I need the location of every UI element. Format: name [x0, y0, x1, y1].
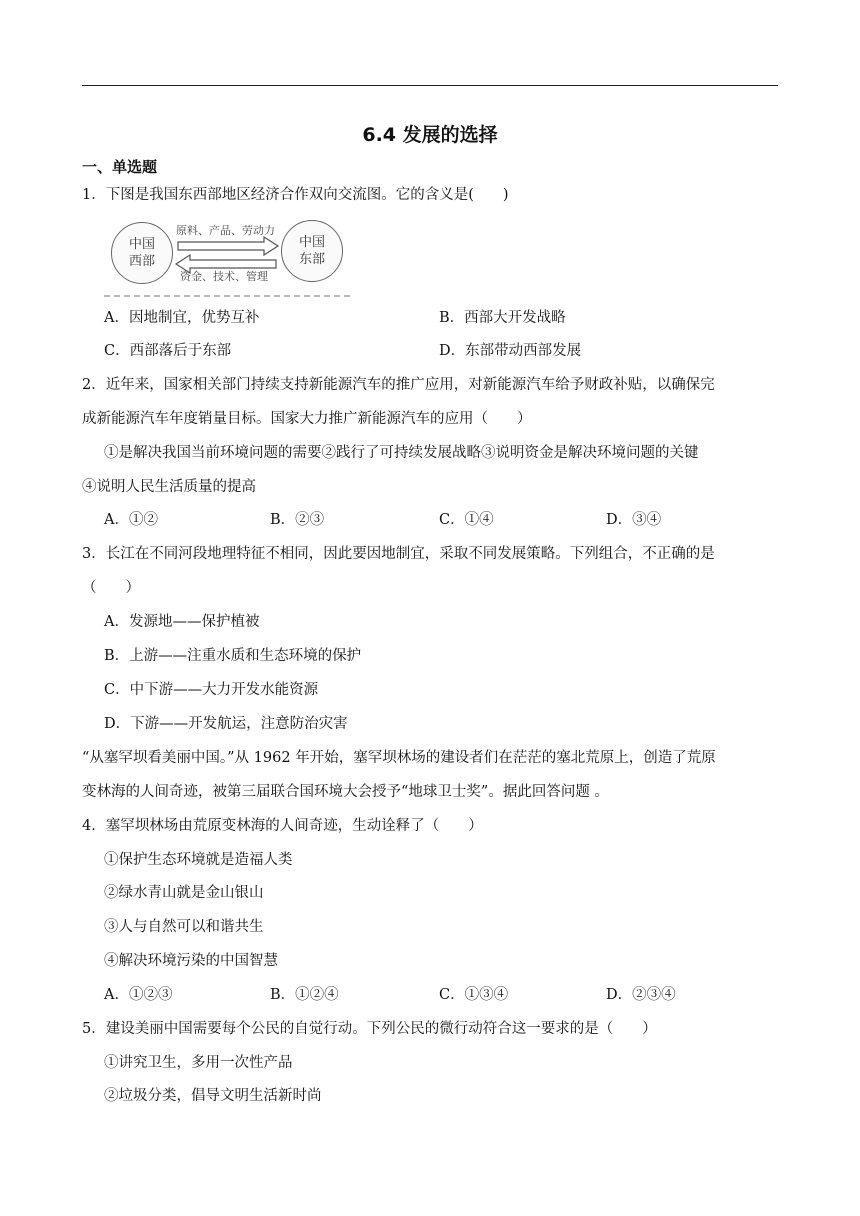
- q4-option-c: C．①③④: [439, 987, 509, 1003]
- header-rule: [82, 85, 778, 86]
- q5-statement-2: ②垃圾分类，倡导文明生活新时尚: [104, 1088, 322, 1104]
- q3-option-d: D．下游——开发航运，注意防治灾害: [104, 716, 348, 732]
- q2-option-d: D．③④: [606, 512, 662, 528]
- q4-statement-1: ①保护生态环境就是造福人类: [104, 852, 293, 868]
- section-heading: 一、单选题: [82, 158, 158, 176]
- west-circle-line1: 中国: [128, 237, 155, 252]
- q4-option-d: D．②③④: [606, 987, 676, 1003]
- q1-option-d: D．东部带动西部发展: [439, 343, 582, 359]
- west-china-circle: [111, 222, 173, 284]
- q5-stem: 5．建设美丽中国需要每个公民的自觉行动。下列公民的微行动符合这一要求的是（ ）: [82, 1021, 657, 1037]
- q2-statements-line1: ①是解决我国当前环境问题的需要②践行了可持续发展战略③说明资金是解决环境问题的关键: [104, 445, 699, 461]
- q3-stem-line1: 3．长江在不同河段地理特征不相同，因此要因地制宜，采取不同发展策略。下列组合，不正确的是: [82, 546, 715, 562]
- q4-statement-3: ③人与自然可以和谐共生: [104, 919, 264, 935]
- q2-option-b: B．②③: [270, 512, 325, 528]
- q4-statement-2: ②绿水青山就是金山银山: [104, 885, 264, 901]
- q2-option-a: A．①②: [104, 512, 158, 528]
- page-title: 6.4 发展的选择: [362, 124, 498, 146]
- east-circle-line1: 中国: [298, 235, 325, 250]
- east-to-west-label: 资金、技术、管理: [180, 270, 268, 283]
- q4-option-a: A．①②③: [104, 987, 173, 1003]
- q3-stem-line2: （ ）: [82, 580, 140, 596]
- q4-option-b: B．①②④: [270, 987, 339, 1003]
- q2-statements-line2: ④说明人民生活质量的提高: [82, 479, 256, 495]
- q1-option-a: A．因地制宜，优势互补: [104, 310, 260, 326]
- exchange-diagram: [104, 216, 350, 298]
- passage-line1: “从塞罕坝看美丽中国。”从 1962 年开始，塞罕坝林场的建设者们在茫茫的塞北荒原上，创造了荒原: [82, 750, 716, 766]
- east-circle-line2: 东部: [298, 252, 325, 267]
- q4-stem: 4．塞罕坝林场由荒原变林海的人间奇迹，生动诠释了（ ）: [82, 818, 483, 834]
- q3-option-b: B．上游——注重水质和生态环境的保护: [104, 648, 362, 664]
- q3-option-a: A．发源地——保护植被: [104, 614, 260, 630]
- q2-stem-line1: 2．近年来，国家相关部门持续支持新能源汽车的推广应用，对新能源汽车给予财政补贴，以确保完: [82, 377, 715, 393]
- q1-option-c: C．西部落后于东部: [104, 343, 232, 359]
- q3-option-c: C．中下游——大力开发水能资源: [104, 682, 319, 698]
- q2-stem-line2: 成新能源汽车年度销量目标。国家大力推广新能源汽车的应用（ ）: [82, 411, 532, 427]
- passage-line2: 变林海的人间奇迹，被第三届联合国环境大会授予“地球卫士奖”。据此回答问题 。: [82, 784, 609, 800]
- east-china-circle: [281, 220, 343, 282]
- q5-statement-1: ①讲究卫生，多用一次性产品: [104, 1055, 293, 1071]
- west-to-east-label: 原料、产品、劳动力: [176, 224, 275, 237]
- q1-option-b: B．西部大开发战略: [439, 310, 566, 326]
- q1-stem: 1．下图是我国东西部地区经济合作双向交流图。它的含义是( ): [82, 187, 509, 203]
- q2-option-c: C．①④: [439, 512, 494, 528]
- west-circle-line2: 西部: [128, 254, 155, 269]
- q4-statement-4: ④解决环境污染的中国智慧: [104, 953, 278, 969]
